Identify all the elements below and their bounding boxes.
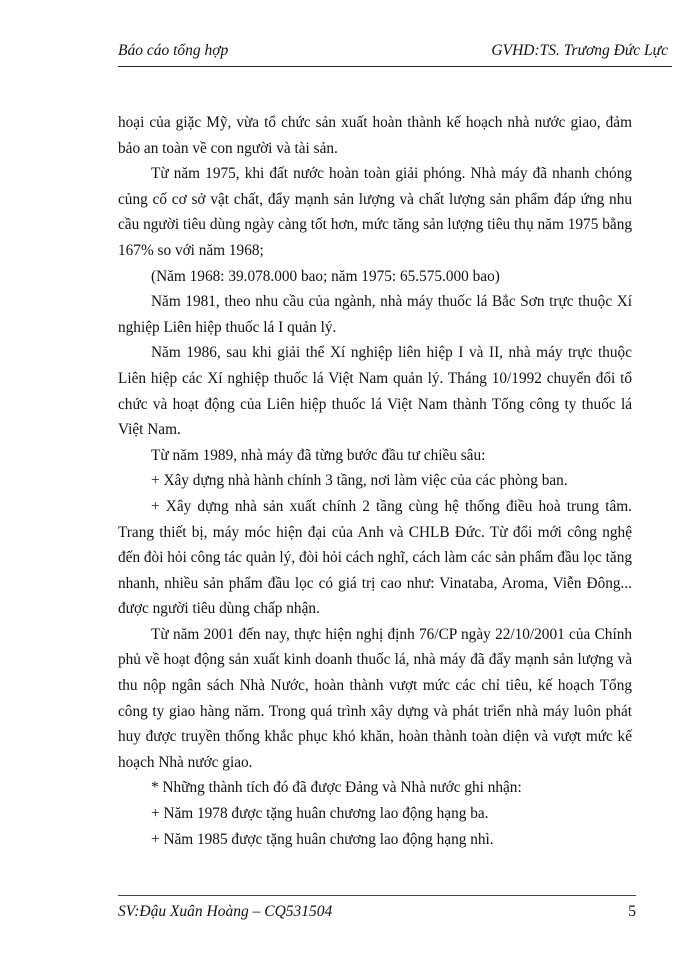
document-body	[118, 110, 632, 852]
paragraph: hoại của giặc Mỹ, vừa tổ chức sản xuất hoàn thành kế hoạch nhà nước giao, đảm bảo an toàn về con người và tài sản.	[118, 114, 632, 157]
paragraph: (Năm 1968: 39.078.000 bao; năm 1975: 65.575.000 bao)	[151, 267, 500, 285]
paragraph: Từ năm 1975, khi đất nước hoàn toàn giải phóng. Nhà máy đã nhanh chóng củng cố cơ sở vật chất, đẩy mạnh sản lượng và chất lượng sản phẩm đáp ứng nhu cầu người tiêu dùng ngày càng tốt hơn, mức tăng sản lượng tiêu thụ năm 1975 bằng 167% so với năm 1968;	[118, 165, 632, 259]
page-footer	[118, 895, 636, 920]
page-header	[118, 38, 672, 67]
paragraph: + Xây dựng nhà hành chính 3 tầng, nơi làm việc của các phòng ban.	[151, 472, 568, 490]
footer-student: SV:Đậu Xuân Hoàng – CQ531504	[118, 903, 333, 920]
page-number: 5	[628, 903, 636, 920]
paragraph: + Năm 1985 được tặng huân chương lao động hạng nhì.	[151, 830, 494, 848]
paragraph: Năm 1981, theo nhu cầu của ngành, nhà máy thuốc lá Bắc Sơn trực thuộc Xí nghiệp Liên hiệp thuốc lá I quản lý.	[118, 293, 632, 336]
header-report-title: Báo cáo tổng hợp	[118, 42, 229, 59]
paragraph: Năm 1986, sau khi giải thể Xí nghiệp liên hiệp I và II, nhà máy trực thuộc Liên hiệp các Xí nghiệp thuốc lá Việt Nam quản lý. Tháng 10/1992 chuyển đổi tổ chức và hoạt động của Liên hiệp thuốc lá Việt Nam thành Tổng công ty thuốc lá Việt Nam.	[118, 344, 632, 439]
header-supervisor: GVHD:TS. Trương Đức Lực	[491, 42, 668, 59]
paragraph: * Những thành tích đó đã được Đảng và Nhà nước ghi nhận:	[151, 779, 522, 797]
paragraph: Từ năm 1989, nhà máy đã từng bước đầu tư chiều sâu:	[151, 446, 486, 464]
paragraph: + Năm 1978 được tặng huân chương lao động hạng ba.	[151, 805, 489, 823]
paragraph: + Xây dựng nhà sản xuất chính 2 tầng cùng hệ thống điều hoà trung tâm. Trang thiết bị, máy móc hiện đại của Anh và CHLB Đức. Từ đổi mới công nghệ đến đòi hỏi công tác quản lý, đòi hỏi cách nghĩ, cách làm các sản phẩm đầu lọc tăng nhanh, nhiều sản phẩm đầu lọc có giá trị cao như: Vinataba, Aroma, Viễn Đông... được người tiêu dùng chấp nhận.	[118, 497, 632, 618]
paragraph: Từ năm 2001 đến nay, thực hiện nghị định 76/CP ngày 22/10/2001 của Chính phủ về hoạt động sản xuất kinh doanh thuốc lá, nhà máy đã đẩy mạnh sản lượng và thu nộp ngân sách Nhà Nước, hoàn thành vượt mức các chỉ tiêu, kế hoạch Tổng công ty giao hàng năm. Trong quá trình xây dựng và phát triển nhà máy luôn phát huy được truyền thống khắc phục khó khăn, hoàn thành toàn diện và vượt mức kế hoạch Nhà nước giao.	[118, 625, 632, 771]
